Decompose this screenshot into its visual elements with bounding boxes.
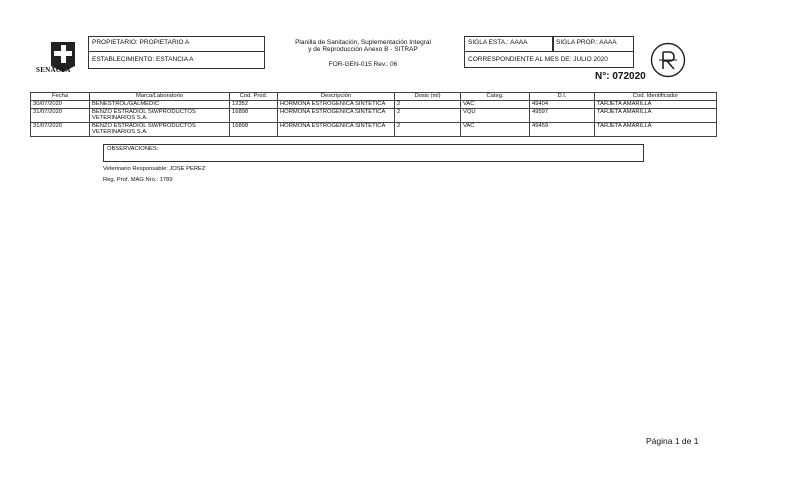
cell-di: 49404 xyxy=(530,101,595,109)
document-number: N°: 072020 xyxy=(595,71,646,82)
period-field: CORRESPONDIENTE AL MES DE: JULIO 2020 xyxy=(464,51,634,68)
cell-fecha: 30/07/2020 xyxy=(31,101,90,109)
cell-fecha: 31/07/2020 xyxy=(31,109,90,123)
cell-di: 49597 xyxy=(530,109,595,123)
establishment-field: ESTABLECIMIENTO: ESTANCIA A xyxy=(88,51,265,69)
cell-marca: BENZO ESTRADIOL SW/PRODUCTOS VETERINARIOS S.A. xyxy=(90,123,230,137)
column-header-cod-identificador: Cod. Identificador xyxy=(595,93,717,101)
cell-descripcion: HORMONA ESTROGENICA SINTETICA xyxy=(278,101,395,109)
sigla-establecimiento: SIGLA ESTA.: AAAA xyxy=(464,36,554,52)
cell-dosis: 2 xyxy=(395,109,461,123)
cell-marca: BENESTROL/GALMEDIC xyxy=(90,101,230,109)
column-header-categ: Categ. xyxy=(461,93,530,101)
cell-categ: VQU xyxy=(461,109,530,123)
cell-cod-identificador: TARJETA AMARILLA xyxy=(595,101,717,109)
page-indicator: Página 1 de 1 xyxy=(646,436,699,446)
veterinario-responsable: Veterinario Responsable: JOSE PEREZ xyxy=(103,166,206,172)
form-code: FOR-GEN-015 Rev.: 06 xyxy=(328,61,398,68)
owner-field: PROPIETARIO: PROPIETARIO A xyxy=(88,36,265,52)
cell-di: 49459 xyxy=(530,123,595,137)
title-line-2: y de Reproducción Anexo B - SITRAP xyxy=(308,46,418,54)
registro-profesional: Reg. Prof. MAG Nro.: 1789 xyxy=(103,177,173,183)
column-header-cod-prod: Cod. Prod. xyxy=(230,93,278,101)
column-header-fecha: Fecha xyxy=(31,93,90,101)
senacsa-logo-icon xyxy=(38,42,88,80)
column-header-marca: Marca/Laboratorio xyxy=(90,93,230,101)
cell-cod-identificador: TARJETA AMARILLA xyxy=(595,123,717,137)
cell-cod-identificador: TARJETA AMARILLA xyxy=(595,109,717,123)
cell-descripcion: HORMONA ESTROGENICA SINTETICA xyxy=(278,123,395,137)
cell-dosis: 2 xyxy=(395,101,461,109)
cell-marca: BENZO ESTRADIOL SW/PRODUCTOS VETERINARIOS S.A. xyxy=(90,109,230,123)
records-table xyxy=(30,92,717,137)
cell-dosis: 2 xyxy=(395,123,461,137)
observaciones-label: OBSERVACIONES: xyxy=(107,146,159,152)
cell-categ: VAC xyxy=(461,123,530,137)
cell-cod-prod: 16898 xyxy=(230,123,278,137)
observaciones-box xyxy=(103,144,644,162)
document-title xyxy=(288,39,438,53)
column-header-descripcion: Descripción xyxy=(278,93,395,101)
title-line-1: Planilla de Sanitación, Suplementación Integral xyxy=(295,39,431,46)
table-header-row xyxy=(31,93,717,101)
table-row xyxy=(31,109,717,123)
cell-cod-prod: 12352 xyxy=(230,101,278,109)
column-header-di: D.I. xyxy=(530,93,595,101)
table-row xyxy=(31,101,717,109)
stamp-seal-icon xyxy=(650,42,686,78)
logo-text: SENACSA xyxy=(36,66,71,74)
table-row xyxy=(31,123,717,137)
sigla-propietario: SIGLA PROP.: AAAA xyxy=(552,36,634,52)
cell-descripcion: HORMONA ESTROGENICA SINTETICA xyxy=(278,109,395,123)
cell-categ: VAC xyxy=(461,101,530,109)
column-header-dosis: Dosis (ml) xyxy=(395,93,461,101)
cell-fecha: 31/07/2020 xyxy=(31,123,90,137)
cell-cod-prod: 16898 xyxy=(230,109,278,123)
